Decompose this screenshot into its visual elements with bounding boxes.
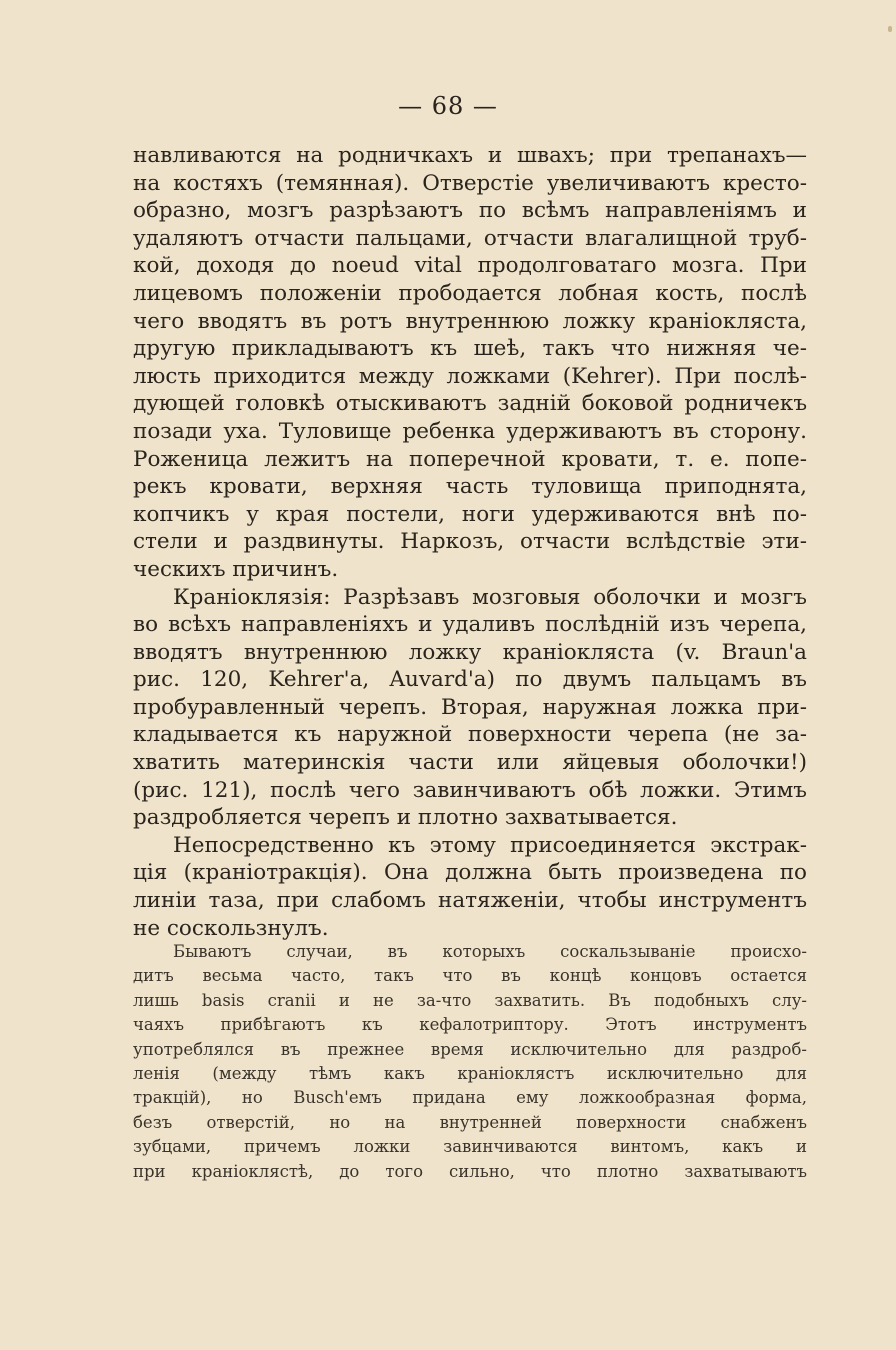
text-line: не соскользнулъ. xyxy=(133,915,329,941)
text-line: пробуравленный черепъ. Вторая, наружная ложка при- xyxy=(133,694,807,720)
text-line: вводятъ внутреннюю ложку краніокляста (v. Braun'а xyxy=(133,639,807,665)
text-line: кладывается къ наружной поверхности черепа (не за- xyxy=(133,722,807,748)
text-line: образно, мозгъ разрѣзаютъ по всѣмъ направленіямъ и xyxy=(133,198,807,224)
text-line: хватить материнскія части или яйцевыя оболочки!) xyxy=(133,750,807,776)
text-line: рис. 120, Kehrer'а, Auvard'а) по двумъ пальцамъ въ xyxy=(133,667,807,693)
text-line: навливаются на родничкахъ и швахъ; при трепанахъ— xyxy=(133,143,807,168)
text-line: копчикъ у края постели, ноги удерживаются внѣ по- xyxy=(133,501,807,527)
text-line: рекъ кровати, верхняя часть туловища приподнята, xyxy=(133,474,807,500)
note-line: дитъ весьма часто, такъ что въ концѣ концовъ остается xyxy=(133,966,807,986)
note-line: ленія (между тѣмъ какъ краніоклястъ исключительно для xyxy=(133,1064,807,1084)
note-line: Бываютъ случаи, въ которыхъ соскальзываніе происхо- xyxy=(173,942,807,961)
text-line: другую прикладываютъ къ шеѣ, такъ что нижняя че- xyxy=(133,336,807,362)
text-line: кой, доходя до noeud vital продолговатаго мозга. При xyxy=(133,253,807,279)
text-line: люсть приходится между ложками (Kehrer). При послѣ- xyxy=(133,363,807,389)
text-line: лицевомъ положеніи прободается лобная кость, послѣ xyxy=(133,280,807,306)
text-line: ческихъ причинъ. xyxy=(133,556,339,582)
note-line: при краніоклястѣ, до того сильно, что плотно захватываютъ xyxy=(133,1161,807,1181)
note-line: лишь basis cranii и не за-что захватить. Въ подобныхъ слу- xyxy=(133,990,807,1010)
text-line: Непосредственно къ этому присоединяется экстрак- xyxy=(173,832,807,858)
note-line: тракцій), но Busch'емъ придана ему ложкообразная форма, xyxy=(133,1088,807,1108)
note-line: чаяхъ прибѣгаютъ къ кефалотриптору. Этотъ инструментъ xyxy=(133,1015,807,1035)
text-line: линіи таза, при слабомъ натяженіи, чтобы инструментъ xyxy=(133,888,807,914)
text-line: позади уха. Туловище ребенка удерживаютъ въ сторону. xyxy=(133,418,807,444)
note-line: употреблялся въ прежнее время исключительно для раздроб- xyxy=(133,1039,807,1059)
small-print-note xyxy=(133,940,807,1184)
paper-speck xyxy=(888,26,892,32)
text-line: на костяхъ (темянная). Отверстіе увеличиваютъ кресто- xyxy=(133,170,807,196)
text-line: удаляютъ отчасти пальцами, отчасти влагалищной труб- xyxy=(133,225,807,251)
page-number: — 68 — xyxy=(398,92,498,120)
text-line: стели и раздвинуты. Наркозъ, отчасти вслѣдствіе эти- xyxy=(133,529,807,555)
text-line: раздробляется черепъ и плотно захватывается. xyxy=(133,805,678,831)
note-line: безъ отверстій, но на внутренней поверхности снабженъ xyxy=(133,1112,807,1132)
text-line: ція (краніотракція). Она должна быть произведена по xyxy=(133,860,807,886)
text-line: дующей головкѣ отыскиваютъ задній боковой родничекъ xyxy=(133,391,807,417)
text-line: Роженица лежитъ на поперечной кровати, т. е. попе- xyxy=(133,446,807,472)
note-line: зубцами, причемъ ложки завинчиваются винтомъ, какъ и xyxy=(133,1137,807,1157)
main-text xyxy=(133,142,807,942)
text-line: Краніоклязія: Разрѣзавъ мозговыя оболочки и мозгъ xyxy=(173,584,807,610)
text-line: чего вводятъ въ ротъ внутреннюю ложку краніокляста, xyxy=(133,308,807,334)
text-line: во всѣхъ направленіяхъ и удаливъ послѣдній изъ черепа, xyxy=(133,612,807,638)
text-line: (рис. 121), послѣ чего завинчиваютъ обѣ ложки. Этимъ xyxy=(133,777,807,803)
